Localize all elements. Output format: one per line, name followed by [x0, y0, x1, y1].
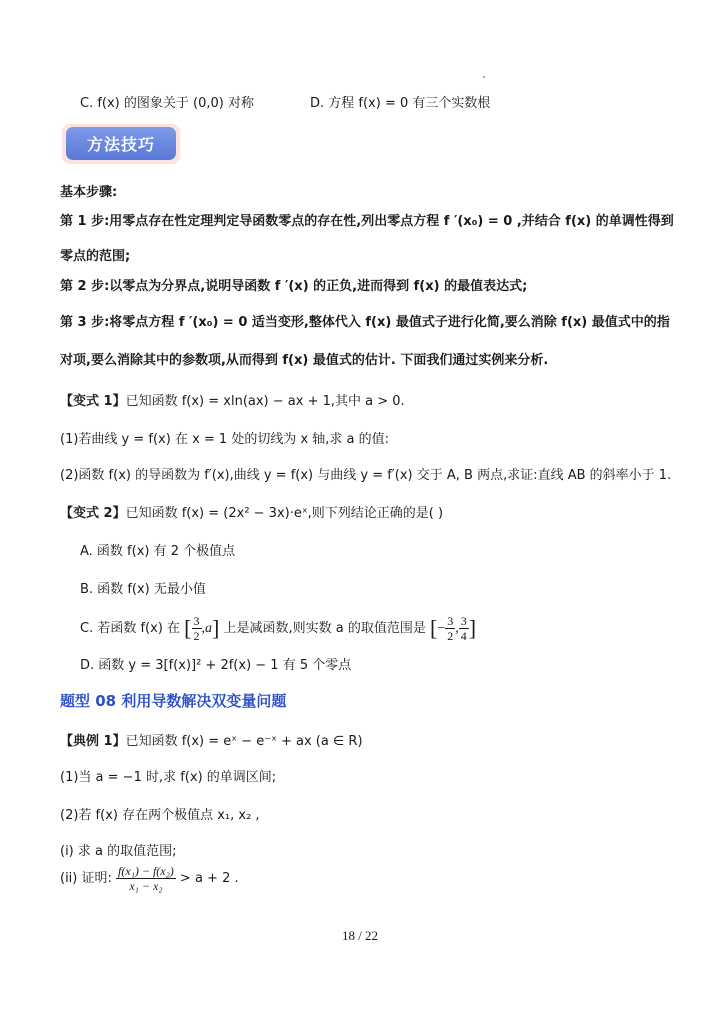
range-lower-fraction: $\frac{3}{2}$ [447, 614, 454, 643]
slope-fraction-numerator: f(x₁) − f(x₂) [118, 864, 174, 878]
example1-q1: (1)当 a = −1 时,求 f(x) 的单调区间; [60, 770, 277, 785]
basic-steps-title: 基本步骤: [60, 185, 118, 200]
step1-line2: 零点的范围; [60, 249, 131, 264]
step2: 第 2 步:以零点为分界点,说明导函数 f ′(x) 的正负,进而得到 f(x) 的最值表达式; [60, 279, 528, 294]
variant1-q1: (1)若曲线 y = f(x) 在 x = 1 处的切线为 x 轴,求 a 的值: [60, 432, 390, 447]
scan-dot [483, 76, 485, 78]
step1-line1: 第 1 步:用零点存在性定理判定导函数零点的存在性,列出零点方程 f ′(x₀) = 0 ,并结合 f(x) 的单调性得到 [60, 214, 674, 229]
variant2-stem [60, 502, 443, 521]
variant2-option-d: D. 函数 y = 3[f(x)]² + 2f(x) − 1 有 5 个零点 [80, 658, 352, 673]
variant1-text: 已知函数 f(x) = xln(ax) − ax + 1,其中 a > 0. [125, 394, 405, 409]
example1-q2ii [60, 864, 239, 893]
variant2-option-a: A. 函数 f(x) 有 2 个极值点 [80, 544, 236, 559]
example1-q2i: (i) 求 a 的取值范围; [60, 844, 177, 859]
option-c-prefix: C. 若函数 f(x) 在 [80, 621, 181, 636]
step3-line2: 对项,要么消除其中的参数项,从而得到 f(x) 最值式的估计. 下面我们通过实例来分析. [60, 353, 549, 368]
interval-lower-fraction: $\frac{3}{2}$ [193, 614, 200, 643]
step3-line1: 第 3 步:将零点方程 f ′(x₀) = 0 适当变形,整体代入 f(x) 最值式子进行化简,要么消除 f(x) 最值式中的指 [60, 315, 670, 330]
example1-text: 已知函数 f(x) = eˣ − e⁻ˣ + ax (a ∈ R) [125, 734, 363, 749]
q2ii-suffix: > a + 2 . [179, 871, 239, 886]
slope-fraction-denominator: x₁ − x₂ [129, 879, 163, 893]
example1-q2: (2)若 f(x) 存在两个极值点 x₁, x₂ , [60, 808, 260, 823]
option-c-middle: 上是减函数,则实数 a 的取值范围是 [223, 621, 426, 636]
example1-tag: 【典例 1】 [60, 734, 126, 749]
page-number: 18 / 22 [341, 928, 379, 943]
option-d: D. 方程 f(x) = 0 有三个实数根 [310, 96, 491, 111]
variant1-tag: 【变式 1】 [60, 394, 126, 409]
variant2-option-c: C. 若函数 f(x) 在 [ $\frac{3}{2}$ ,a] 上是减函数,则实数 a 的取值范围是 [− $\frac{3}{2}$ , $\frac{3}{4}$ ] [80, 614, 477, 643]
range-upper-fraction: $\frac{3}{4}$ [460, 614, 467, 643]
example1-stem [60, 730, 363, 749]
method-badge: 方法技巧 [66, 127, 176, 160]
variant2-text: 已知函数 f(x) = (2x² − 3x)·eˣ,则下列结论正确的是( ) [125, 506, 444, 521]
slope-fraction [116, 864, 176, 893]
variant2-option-b: B. 函数 f(x) 无最小值 [80, 582, 206, 597]
variant1-q2: (2)函数 f(x) 的导函数为 f′(x),曲线 y = f(x) 与曲线 y = f′(x) 交于 A, B 两点,求证:直线 AB 的斜率小于 1. [60, 468, 672, 483]
option-c: C. f(x) 的图象关于 (0,0) 对称 [80, 96, 254, 111]
section-title: 题型 08 利用导数解决双变量问题 [60, 692, 287, 710]
variant1-stem [60, 390, 405, 409]
variant2-tag: 【变式 2】 [60, 506, 126, 521]
q2ii-prefix: (ii) 证明: [60, 871, 112, 886]
